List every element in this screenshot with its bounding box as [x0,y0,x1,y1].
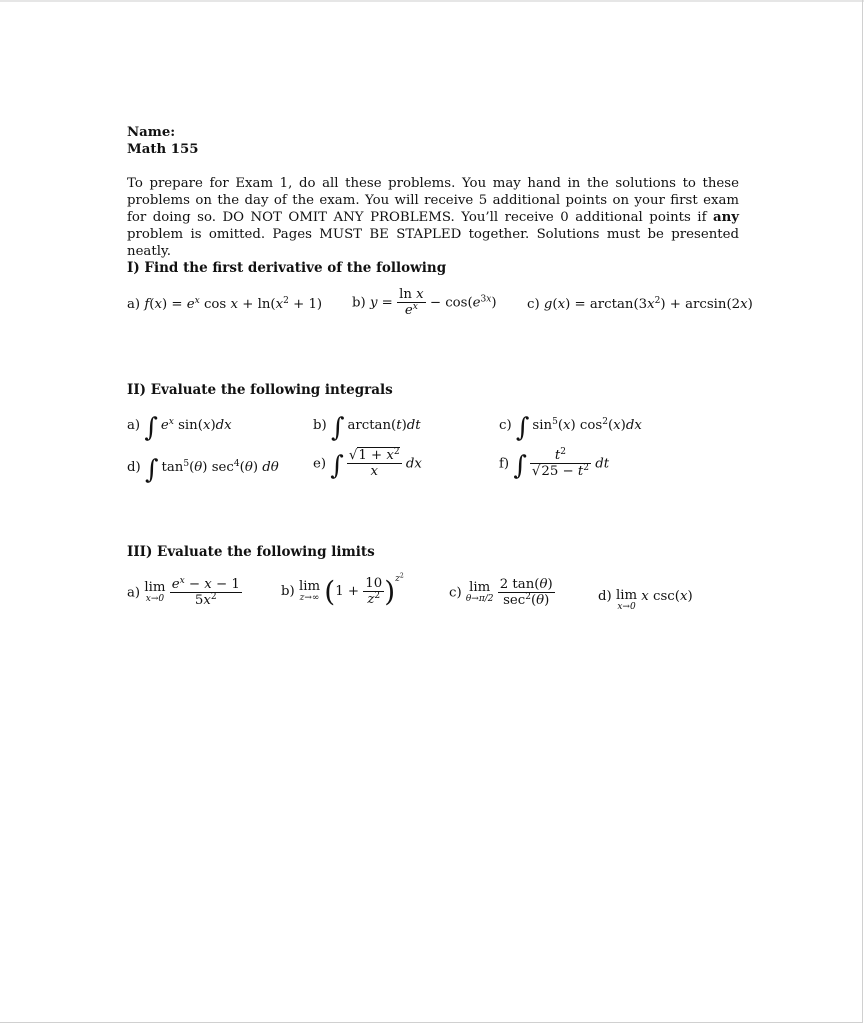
name-label: Name: [127,125,176,140]
instructions-part2: problem is omitted. Pages MUST BE STAPLED together. Solutions must be presented neatly. [127,227,739,259]
problem-1b-label: b) [352,295,366,311]
problem-3a: a) lim x→0 $\frac{e^x - x - 1}{5x^2}$ [127,576,240,609]
problem-1c: c) $g(x) = \arctan(3x^2) + \arcsin(2x)$ [527,296,753,312]
problem-2a-label: a) [127,418,141,433]
instructions-bold-word: any [712,210,739,225]
section1-title: I) Find the first derivative of the following [127,260,447,276]
problem-2b: b) ∫ arctan(t)dt [313,413,421,443]
problem-2b-label: b) [313,418,327,433]
problem-3c: c) lim θ→π/2 $\frac{2 \tan(\theta)}{\sec^2(\theta)}$ [449,577,553,609]
problem-2d-label: d) [127,460,141,475]
problem-3b: b) lim z→∞ (1 + $\frac{10}{z^2}$ )$^{z^2}$ [281,572,404,608]
problem-2c: c) ∫ $\sin^5(x)$ $\cos^2(x)dx$ [499,413,642,443]
problem-3a-label: a) [127,585,141,601]
problem-3c-label: c) [449,585,462,601]
problem-1b: b) y = $\frac{\text{ln x}}{e^x}$ − $\cos(e^{3x})$ [352,287,497,319]
problem-1c-label: c) [527,297,540,312]
section2-title: II) Evaluate the following integrals [127,382,393,398]
section3-title: III) Evaluate the following limits [127,544,375,560]
problem-2c-label: c) [499,418,512,433]
problem-1a-label: a) [127,297,141,312]
problem-2f: f) ∫ $\frac{t^2}{√25 - t^2}$ dt [499,447,610,482]
document-body [127,124,739,260]
problem-3d: d) lim x→0 x csc(x) [598,588,693,613]
problem-2f-label: f) [499,456,510,472]
problem-3d-label: d) [598,589,612,604]
problem-2a: a) ∫ $e^x$ sin(x)dx [127,413,232,443]
instructions-paragraph [127,175,739,260]
instructions-part1: To prepare for Exam 1, do all these problems. You may hand in the solutions to these problems on the day of the exam. You will receive 5 additional points on your first exam for doing so. DO NOT OMIT ANY PROBLEMS. You’ll receive 0 additional points if [127,176,739,225]
problem-3b-label: b) [281,584,295,599]
problem-2e-label: e) [313,456,327,472]
problem-2d: d) ∫ $\tan^5(\theta)$ $\sec^4(\theta)$ dθ [127,455,279,485]
problem-1a: a) $f(x) = e^x$ $\cos x + \ln(x^2 + 1)$ [127,296,323,312]
course-title: Math 155 [127,142,199,157]
problem-2e: e) ∫ $\frac{√1 + x^2}{x}$ dx [313,447,422,482]
